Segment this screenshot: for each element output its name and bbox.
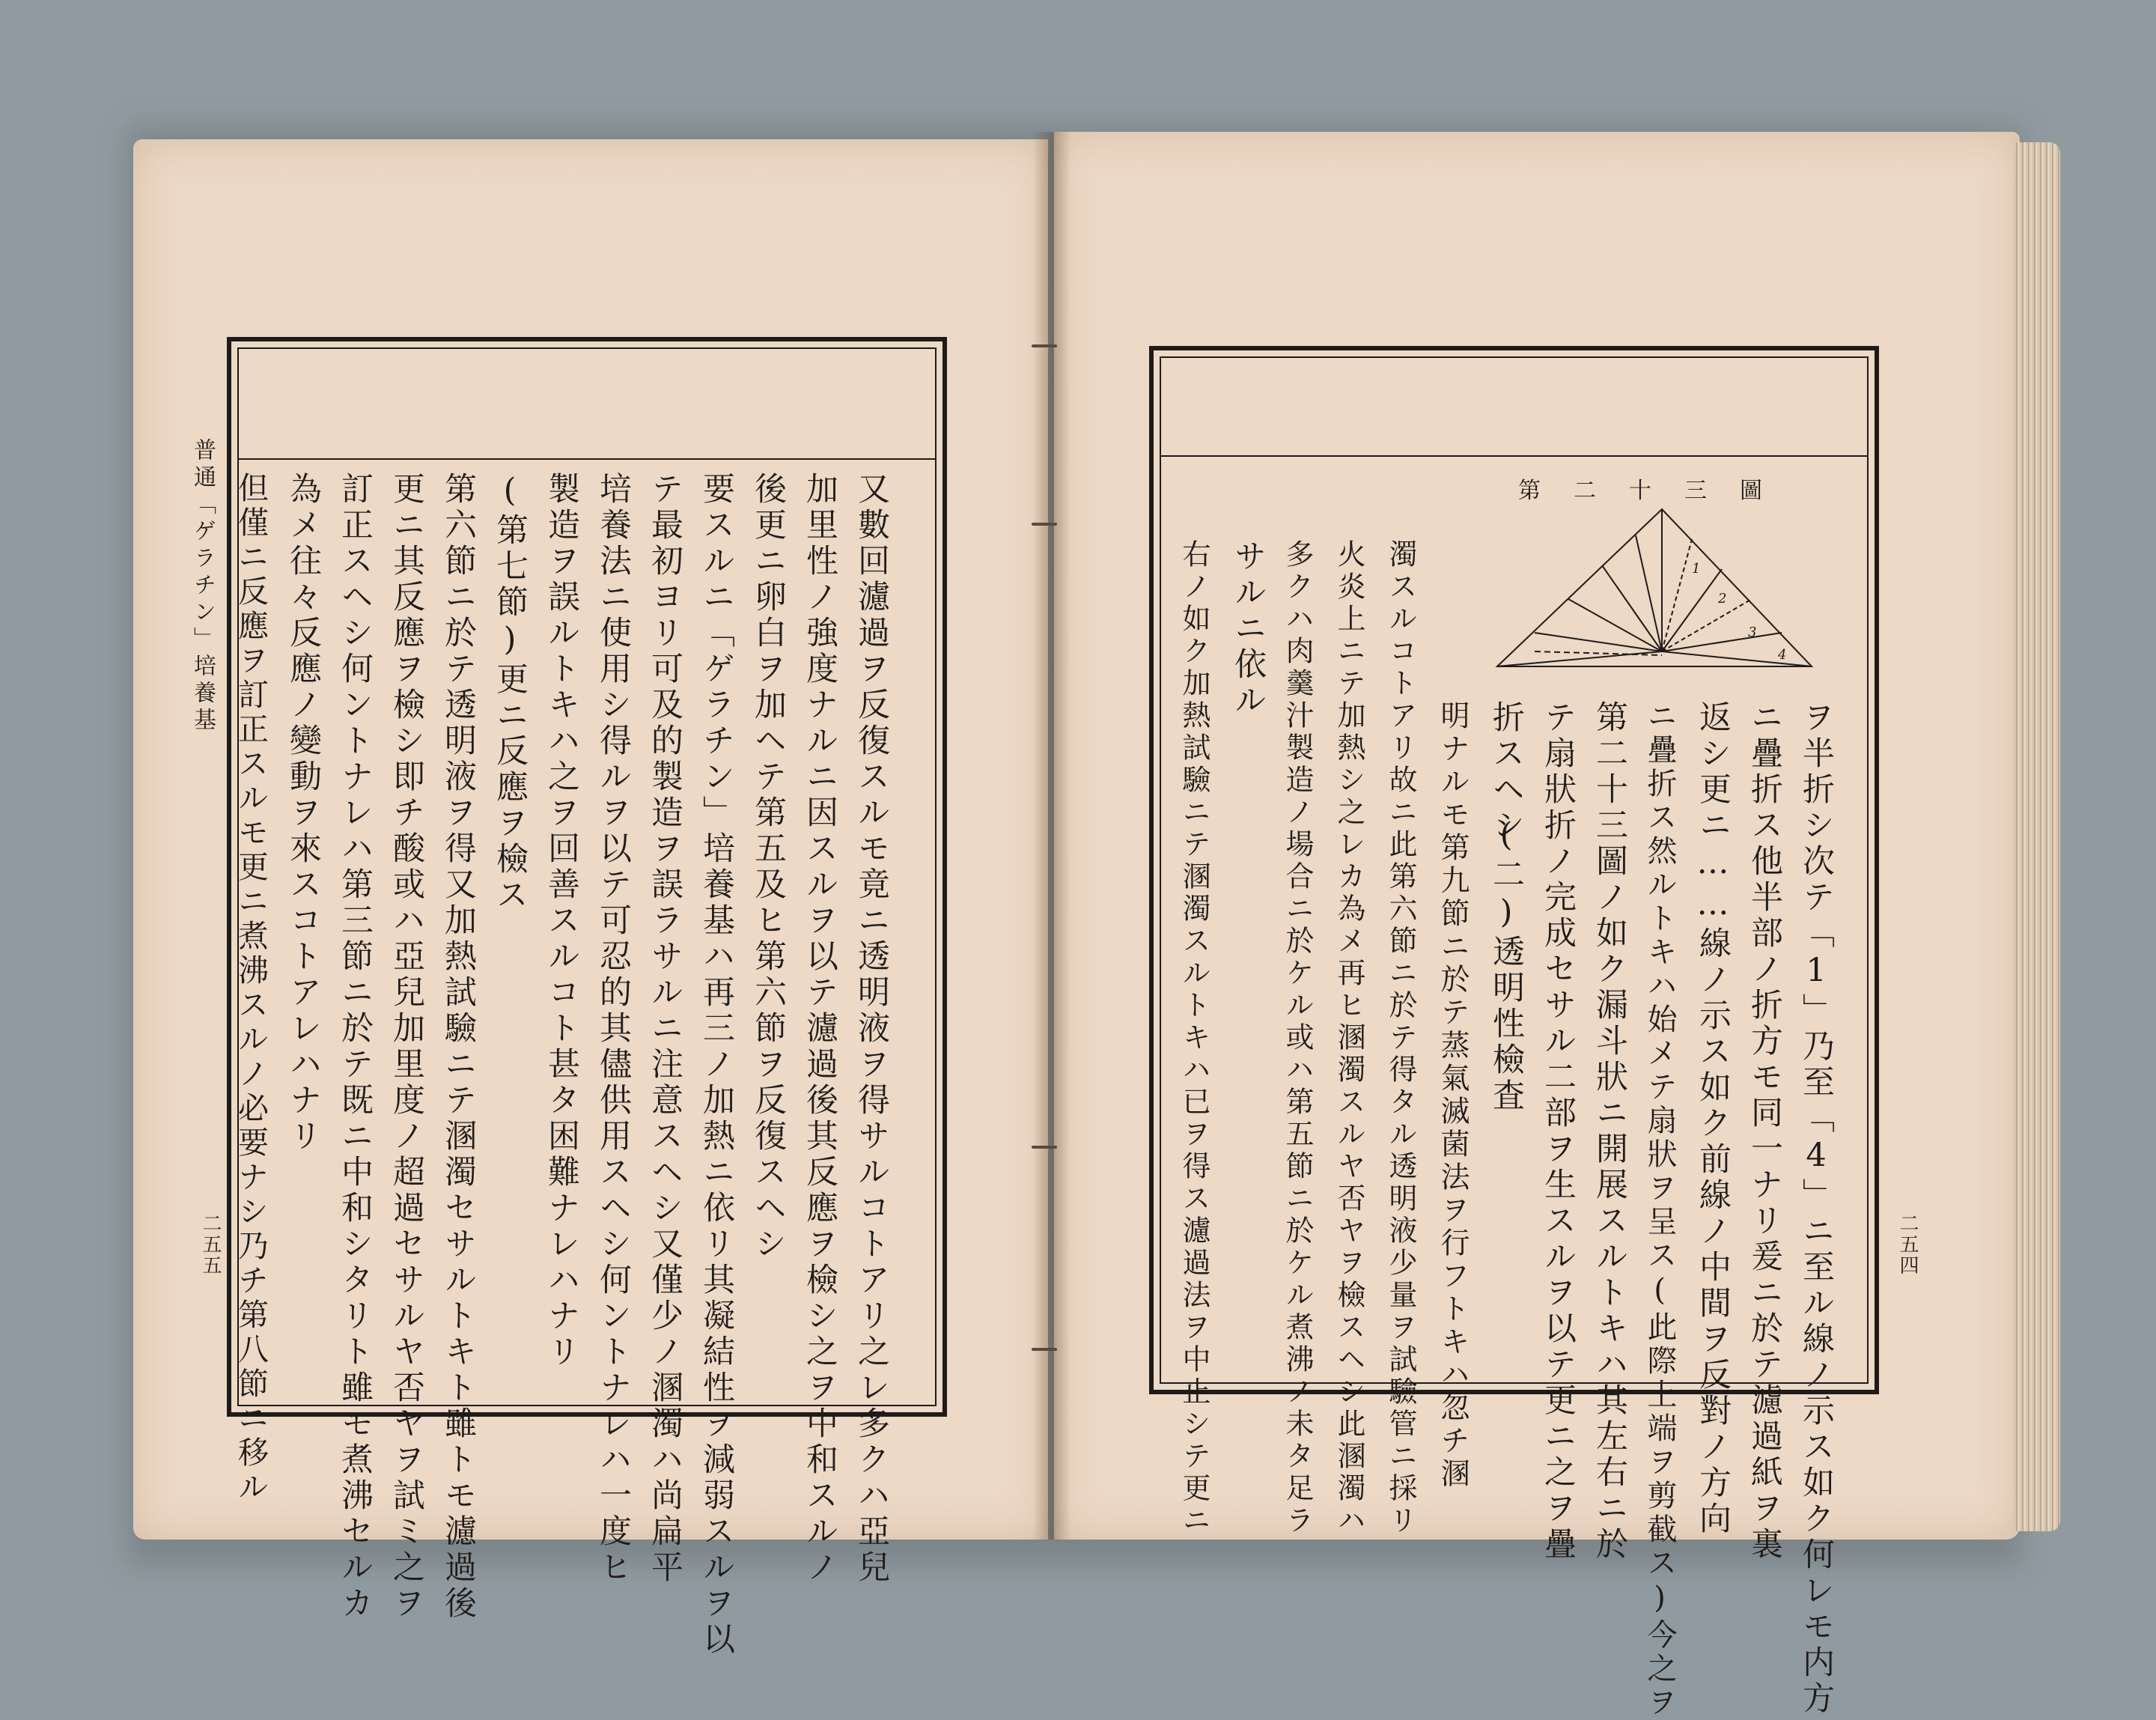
section-heading: (二)透明性檢査: [1487, 816, 1525, 1114]
book-gutter: [1033, 132, 1071, 1540]
figure-label: 2: [1718, 591, 1727, 607]
text-column: 更ニ其反應ヲ檢シ即チ酸或ハ亞兒加里度ノ超過セサルヤ否ヤヲ試ミ之ヲ: [388, 472, 425, 1622]
figure-title: 第二十三圖: [1518, 478, 1795, 504]
left-header-rule: [237, 458, 937, 460]
running-title: 普通「ゲラチン」培養基: [189, 438, 216, 735]
text-column: テ扇狀折ノ完成セサル二部ヲ生スルヲ以テ更ニ之ヲ疊: [1539, 700, 1577, 1563]
figure-label: 4: [1778, 647, 1787, 663]
text-column: 加里性ノ強度ナルニ因スルヲ以テ濾過後其反應ヲ檢シ之ヲ中和スルノ: [801, 472, 838, 1586]
text-column: 火炎上ニテ加熱シ之レカ為メ再ヒ溷濁スルヤ否ヤヲ檢スヘシ此溷濁ハ: [1333, 539, 1365, 1537]
left-text-frame: [227, 337, 947, 1417]
page-edges: [2014, 142, 2060, 1531]
text-column: 明ナルモ第九節ニ於テ蒸氣滅菌法ヲ行フトキハ忽チ溷: [1436, 700, 1470, 1491]
text-column: ヲ半折シ次テ「1」乃至「4」ニ至ル線ノ示ス如ク何レモ内方: [1797, 700, 1835, 1717]
left-page-number: 二五五: [199, 1213, 222, 1276]
figure-label: 1: [1692, 561, 1701, 577]
figure-label: 3: [1748, 625, 1757, 640]
text-column: 又數回濾過ヲ反復スルモ竟ニ透明液ヲ得サルコトアリ之レ多クハ亞兒: [853, 472, 890, 1586]
text-column: 濁スルコトアリ故ニ此第六節ニ於テ得タル透明液少量ヲ試驗管ニ採リ: [1384, 539, 1417, 1537]
binding-stitch: [1032, 523, 1057, 526]
text-column: 製造ヲ誤ルトキハ之ヲ回善スルコト甚タ困難ナレハナリ: [543, 472, 580, 1370]
text-column: ニ疊折ス他半部ノ折方モ同一ナリ爰ニ於テ濾過紙ヲ裏: [1746, 700, 1783, 1563]
text-column: ニ疊折ス然ルトキハ始メテ扇狀ヲ呈ス(此際上端ヲ剪截ス)今之ヲ: [1642, 700, 1677, 1720]
text-column: 為メ往々反應ノ變動ヲ來スコトアレハナリ: [284, 472, 322, 1155]
section-heading: (第七節)更ニ反應ヲ檢ス: [491, 472, 529, 914]
text-column: 但僅ニ反應ヲ訂正スルモ更ニ煮沸スルノ必要ナシ乃チ第八節ニ移ル: [233, 472, 269, 1505]
text-column: 訂正スヘシ何ントナレハ第三節ニ於テ既ニ中和シタリト雖モ煮沸セルカ: [336, 472, 374, 1622]
text-column: テ最初ヨリ可及的製造ヲ誤ラサルニ注意スヘシ又僅少ノ溷濁ハ尚扁平: [646, 472, 683, 1586]
binding-stitch: [1032, 1348, 1057, 1351]
right-header-rule: [1160, 455, 1869, 457]
text-column: 返シ更ニ……線ノ示ス如ク前線ノ中間ヲ反對ノ方向: [1694, 700, 1732, 1537]
right-page-number: 二五四: [1896, 1213, 1919, 1276]
text-column: 折スヘシ: [1487, 700, 1525, 844]
text-column: 第六節ニ於テ透明液ヲ得又加熱試驗ニテ溷濁セサルトキト雖トモ濾過後: [439, 472, 477, 1622]
text-column: 培養法ニ使用シ得ルヲ以テ可忍的其儘供用スヘシ何ントナレハ一度ヒ: [594, 472, 632, 1586]
folded-filter-paper-figure: [1490, 502, 1819, 681]
text-column: 要スルニ「ゲラチン」培養基ハ再三ノ加熱ニ依リ其凝結性ヲ減弱スルヲ以: [698, 472, 735, 1658]
binding-stitch: [1032, 344, 1057, 347]
text-column: 多クハ肉羹汁製造ノ場合ニ於ケル或ハ第五節ニ於ケル煮沸ノ未タ足ラ: [1281, 539, 1314, 1537]
text-column: 後更ニ卵白ヲ加ヘテ第五及ヒ第六節ヲ反復スヘシ: [749, 472, 787, 1262]
binding-stitch: [1032, 1146, 1057, 1149]
text-column: サルニ依ル: [1229, 539, 1267, 719]
text-column: 右ノ如ク加熱試驗ニテ溷濁スルトキハ已ヲ得ス濾過法ヲ中止シテ更ニ: [1178, 539, 1211, 1537]
text-column: 第二十三圖ノ如ク漏斗狀ニ開展スルトキハ其左右ニ於: [1591, 700, 1628, 1563]
